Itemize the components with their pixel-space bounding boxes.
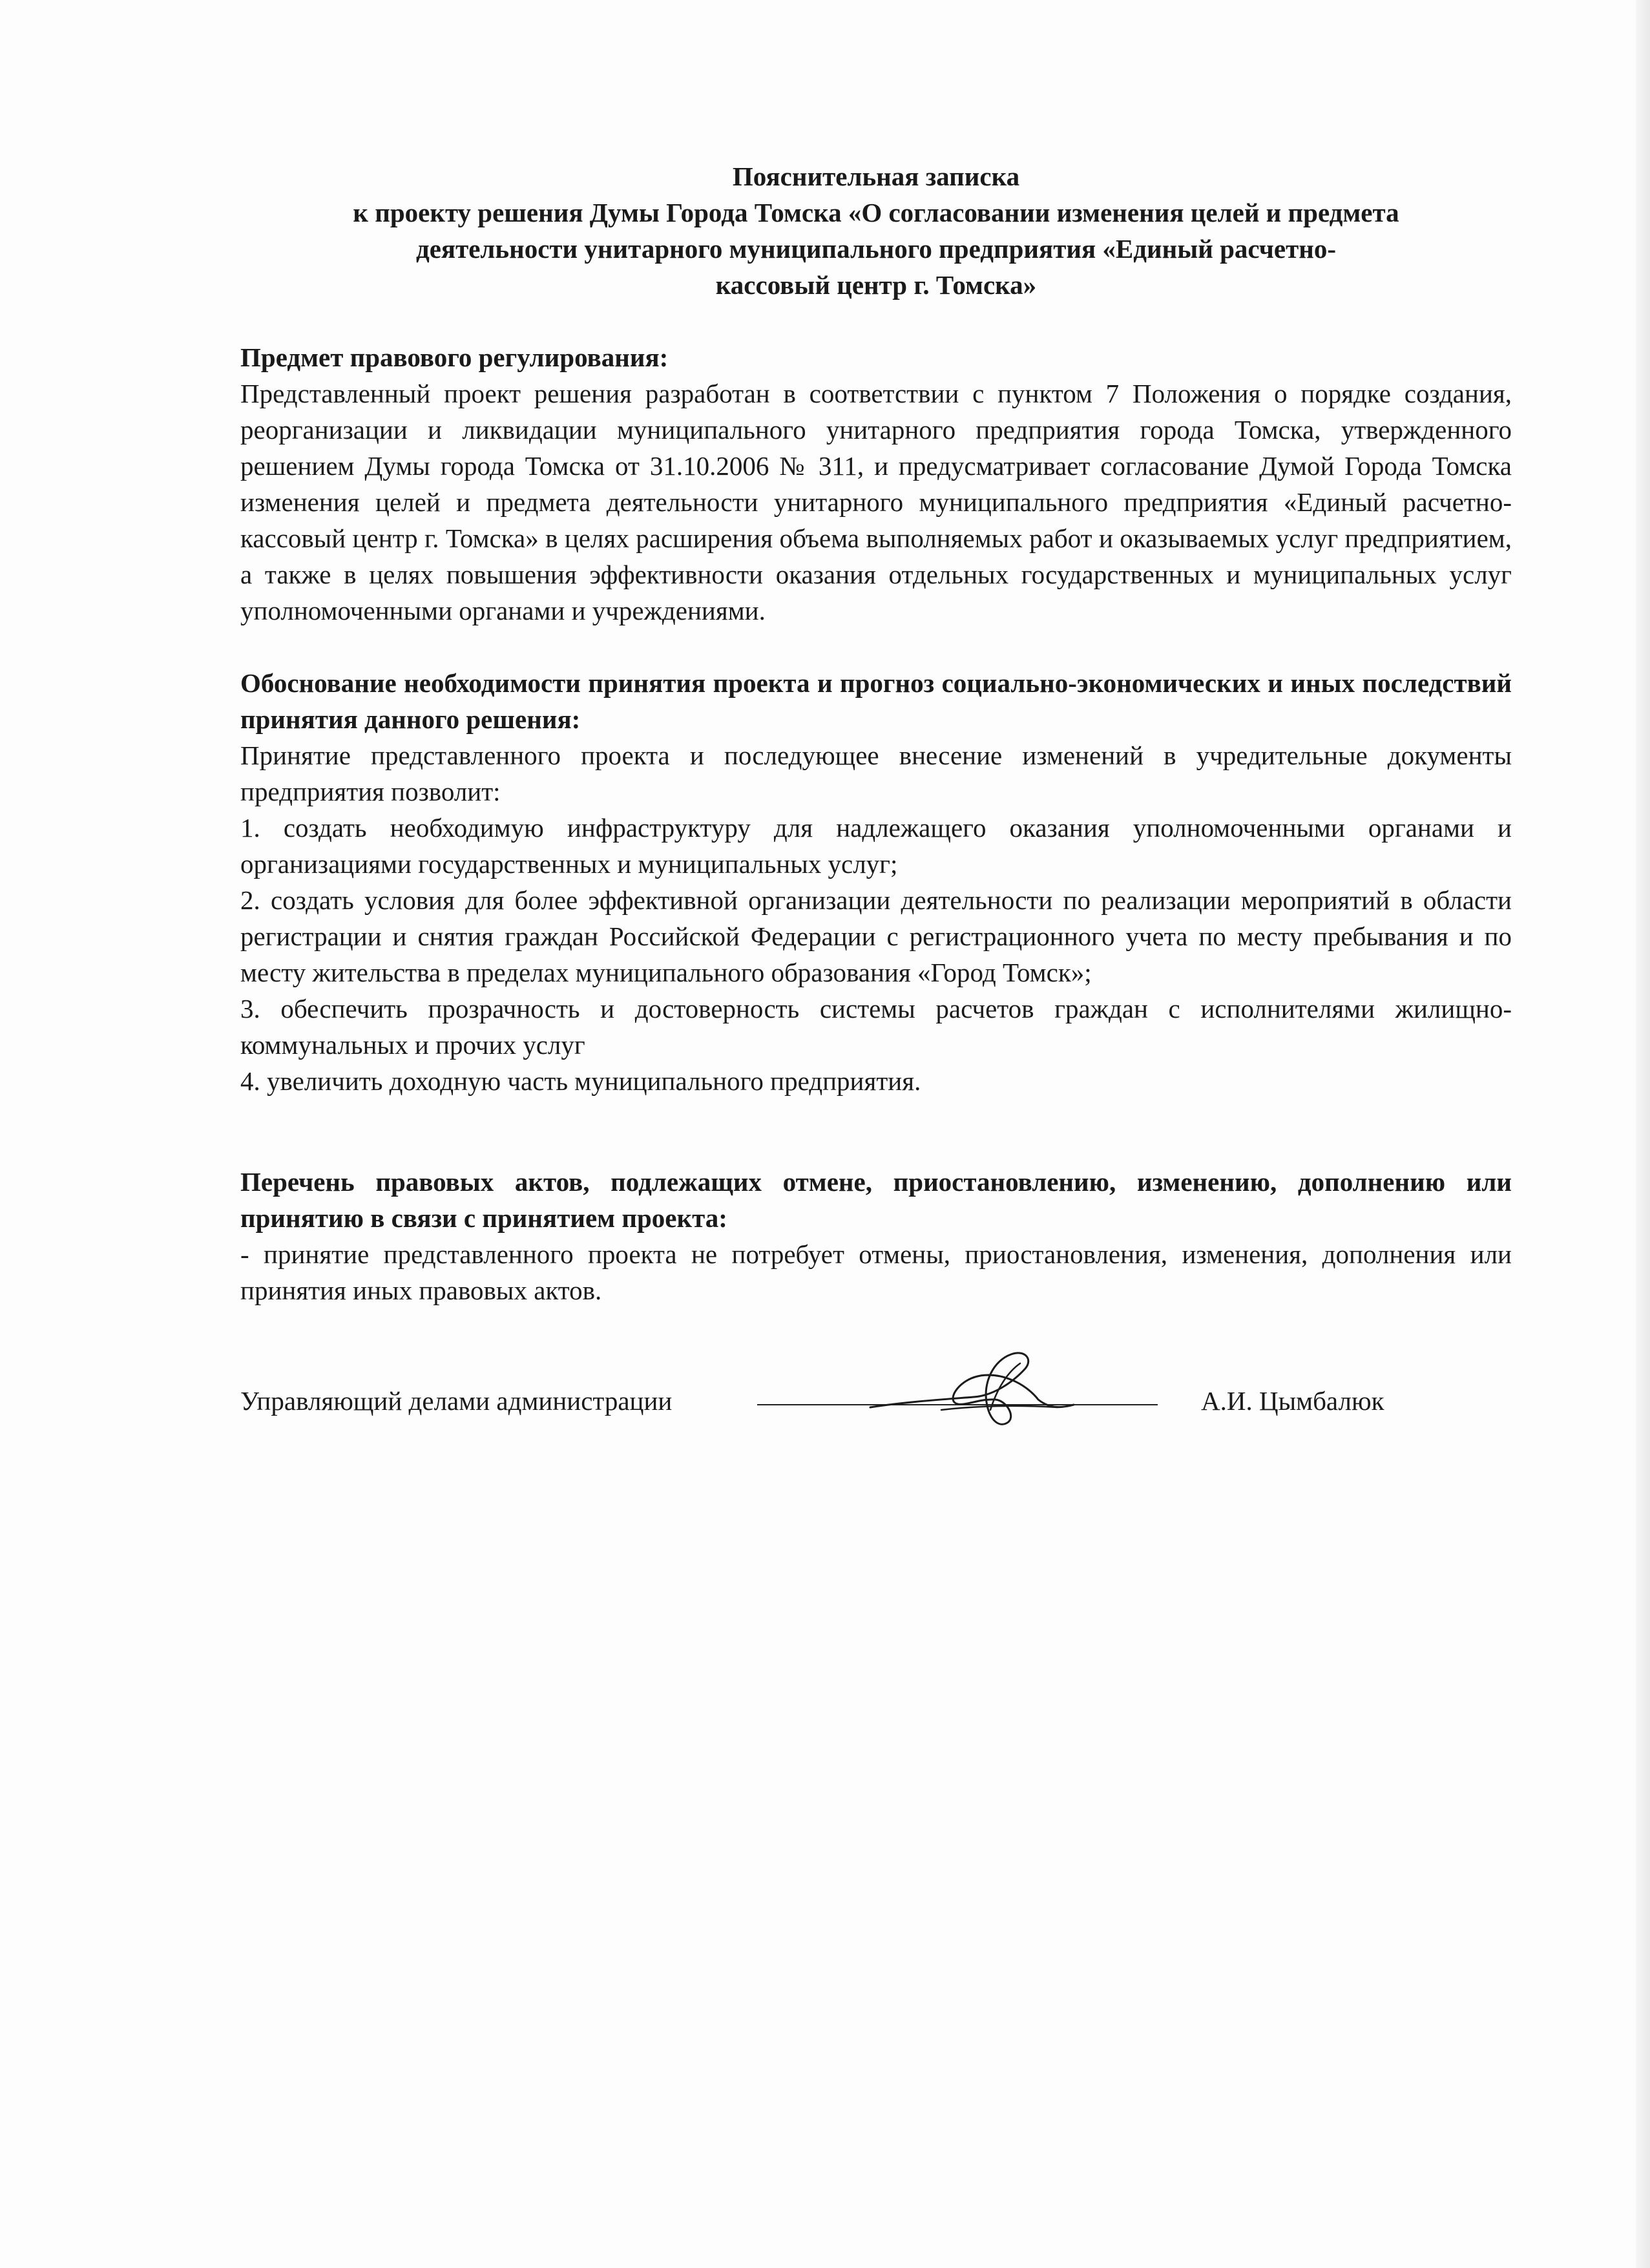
signatory-position: Управляющий делами администрации (240, 1386, 673, 1416)
section-justification (240, 665, 1512, 1099)
list-item: 3. обеспечить прозрачность и достоверность системы расчетов граждан с исполнителями жилищно-коммунальных и прочих услуг (240, 994, 1512, 1060)
title-line: Пояснительная записка (732, 162, 1020, 191)
spacer (240, 1099, 1512, 1135)
document-title (240, 158, 1512, 303)
section-heading: Обоснование необходимости принятия проекта и прогноз социально-экономических и иных последствий принятия данного решения: (240, 668, 1512, 734)
scan-edge (1636, 0, 1650, 2268)
section-legal-acts (240, 1164, 1512, 1308)
section-regulation-subject (240, 339, 1512, 629)
document-body (240, 158, 1512, 1308)
signature-block (240, 1383, 1512, 1422)
section-intro: Принятие представленного проекта и последующее внесение изменений в учредительные документы предприятия позволит: (240, 740, 1512, 806)
list-item: 2. создать условия для более эффективной организации деятельности по реализации мероприятий в области регистрации и снятия граждан Российской Федерации с регистрационного учета по месту пребывания и по месту жительства в пределах муниципального образования «Город Томск»; (240, 885, 1512, 987)
section-text: Представленный проект решения разработан в соответствии с пунктом 7 Положения о порядке создания, реорганизации и ликвидации муниципального унитарного предприятия города Томска, утвержденного решением Думы города Томска от 31.10.2006 № 311, и предусматривает согласование Думой Города Томска изменения целей и предмета деятельности унитарного муниципального предприятия «Единый расчетно-кассовый центр г. Томска» в целях расширения объема выполняемых работ и оказываемых услуг предприятием, а также в целях повышения эффективности оказания отдельных государственных и муниципальных услуг уполномоченными органами и учреждениями. (240, 379, 1512, 625)
list-item: 1. создать необходимую инфраструктуру для надлежащего оказания уполномоченными органами и организациями государственных и муниципальных услуг; (240, 813, 1512, 879)
section-heading: Перечень правовых актов, подлежащих отмене, приостановлению, изменению, дополнению или принятию в связи с принятием проекта: (240, 1167, 1512, 1233)
list-item: 4. увеличить доходную часть муниципального предприятия. (240, 1066, 921, 1096)
section-text: - принятие представленного проекта не потребует отмены, приостановления, изменения, дополнения или принятия иных правовых актов. (240, 1239, 1512, 1305)
title-line: кассовый центр г. Томска» (715, 270, 1037, 300)
title-line: деятельности унитарного муниципального предприятия «Единый расчетно- (415, 234, 1337, 264)
section-heading: Предмет правового регулирования: (240, 342, 669, 372)
signatory-name: А.И. Цымбалюк (1201, 1386, 1384, 1416)
handwritten-signature (864, 1338, 1077, 1441)
title-line: к проекту решения Думы Города Томска «О согласовании изменения целей и предмета (353, 198, 1399, 227)
